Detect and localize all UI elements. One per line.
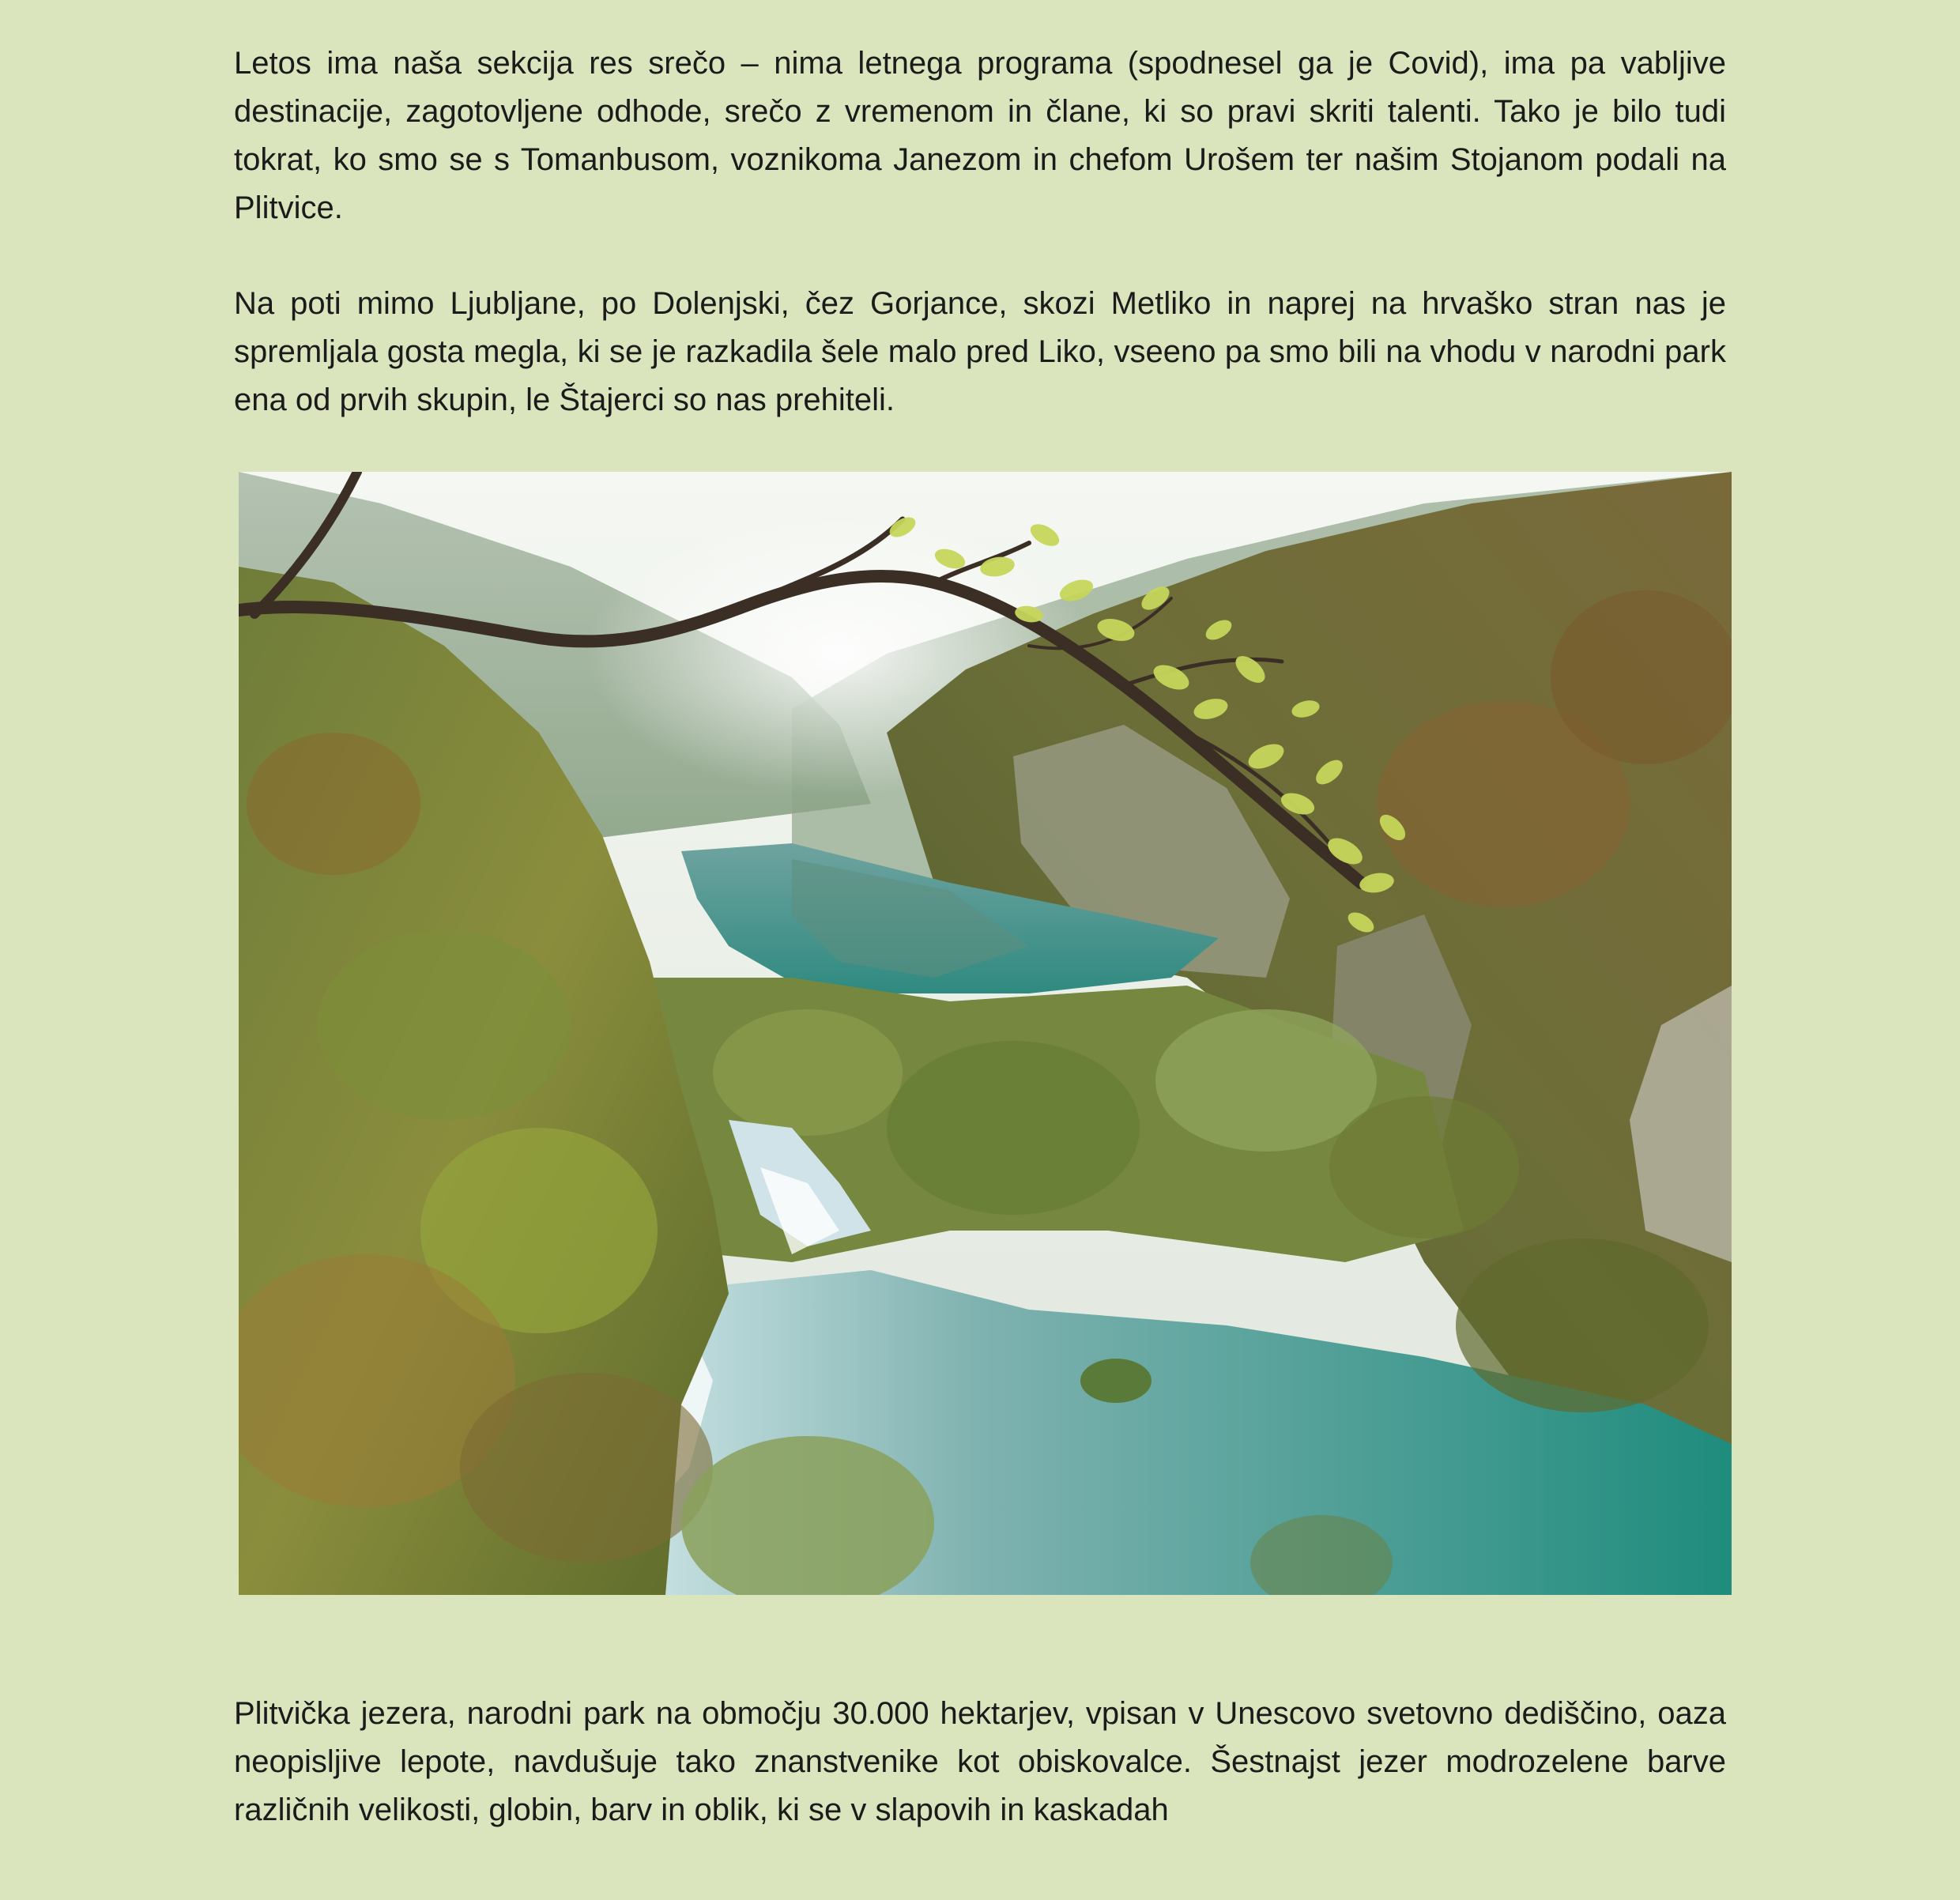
paragraph-intro: Letos ima naša sekcija res srečo – nima letnega programa (spodnesel ga je Covid), ima pa vabljive destinacije, zagotovljene odhode, srečo z vremenom in člane, ki so pravi skriti talenti. Tako je bilo tudi tokrat, ko smo se s Tomanbusom, voznikoma Janezom in chefom Urošem ter našim Stojanom podali na Plitvice. — [234, 46, 1726, 225]
paragraph-journey: Na poti mimo Ljubljane, po Dolenjski, čez Gorjance, skozi Metliko in naprej na hrvaško stran nas je spremljala gosta megla, ki se je razkadila šele malo pred Liko, vseeno pa smo bili na vhodu v narodni park ena od prvih skupin, le Štajerci so nas prehiteli. — [234, 286, 1726, 417]
paragraph-plitvice: Plitvička jezera, narodni park na območju 30.000 hektarjev, vpisan v Unescovo svetovno dediščino, oaza neopisljive lepote, navdušuje tako znanstvenike kot obiskovalce. Šestnajst jezer modrozelene barve različnih velikosti, globin, barv in oblik, ki se v slapovih in kaskadah — [234, 1696, 1726, 1827]
plitvice-lakes-photo — [239, 472, 1732, 1595]
